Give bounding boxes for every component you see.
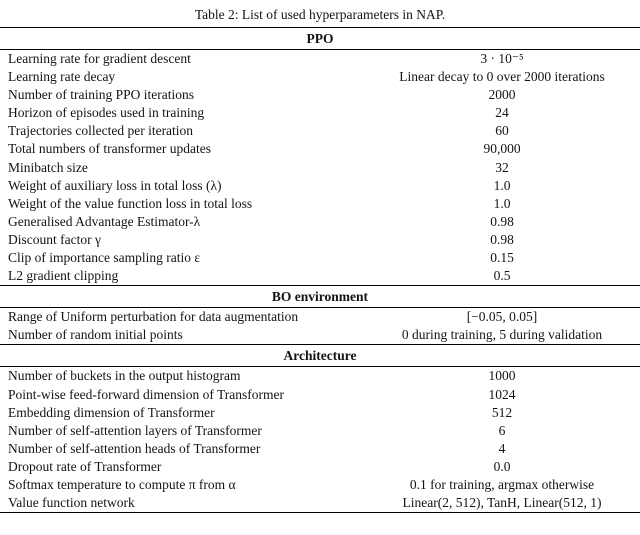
param-name: Softmax temperature to compute π from α — [8, 476, 236, 492]
param-value: Linear(2, 512), TanH, Linear(512, 1) — [402, 495, 602, 511]
section-header-architecture: Architecture — [283, 348, 357, 364]
param-value: 1.0 — [493, 177, 511, 193]
table-row — [0, 195, 640, 213]
param-value: 1.0 — [493, 195, 511, 211]
table-row — [0, 404, 640, 422]
param-value: 0.0 — [493, 458, 511, 474]
param-value: 90,000 — [483, 141, 521, 157]
section-header-bo-environment: BO environment — [271, 289, 369, 305]
param-value: 24 — [495, 105, 509, 121]
param-name: L2 gradient clipping — [8, 268, 119, 284]
param-name: Embedding dimension of Transformer — [8, 404, 215, 420]
table-row — [0, 159, 640, 177]
table-row — [0, 50, 640, 68]
table-caption: Table 2: List of used hyperparameters in NAP. — [194, 7, 446, 22]
param-value: 0 during training, 5 during validation — [401, 327, 603, 343]
table-row — [0, 476, 640, 494]
param-name: Number of self-attention heads of Transformer — [8, 440, 261, 456]
param-value: Linear decay to 0 over 2000 iterations — [399, 69, 605, 85]
table-row — [0, 140, 640, 158]
table-row — [0, 249, 640, 267]
param-name: Clip of importance sampling ratio ε — [8, 250, 201, 266]
param-value: 4 — [498, 440, 506, 456]
table-row — [0, 440, 640, 458]
table-row — [0, 231, 640, 249]
param-name: Minibatch size — [8, 159, 88, 175]
param-name: Learning rate decay — [8, 69, 116, 85]
table-row — [0, 122, 640, 140]
table-row — [0, 367, 640, 385]
param-value: 1024 — [488, 386, 516, 402]
param-value: 60 — [495, 123, 509, 139]
param-name: Generalised Advantage Estimator-λ — [8, 213, 201, 229]
param-name: Learning rate for gradient descent — [8, 51, 191, 66]
param-name: Weight of auxiliary loss in total loss (λ) — [8, 177, 222, 193]
param-value: 0.15 — [490, 250, 514, 266]
section-header-ppo: PPO — [306, 31, 334, 46]
param-name: Trajectories collected per iteration — [8, 123, 194, 139]
param-value: 0.1 for training, argmax otherwise — [409, 476, 595, 492]
param-value: 512 — [491, 404, 513, 420]
param-name: Number of buckets in the output histogram — [8, 368, 241, 384]
param-name: Discount factor γ — [8, 231, 101, 247]
param-value: 3 · 10⁻⁵ — [480, 51, 524, 66]
table-row — [0, 213, 640, 231]
param-value: 0.98 — [490, 213, 514, 229]
param-value: 0.5 — [493, 268, 511, 284]
table-row — [0, 326, 640, 344]
param-name: Range of Uniform perturbation for data augmentation — [8, 309, 299, 325]
table-row — [0, 86, 640, 104]
bottom-rule — [0, 512, 640, 513]
param-value: 1000 — [488, 368, 516, 384]
param-value: 32 — [495, 159, 509, 175]
param-name: Number of self-attention layers of Transformer — [8, 422, 262, 438]
param-name: Horizon of episodes used in training — [8, 105, 205, 121]
table-row — [0, 458, 640, 476]
table-row — [0, 494, 640, 512]
param-value: 6 — [498, 422, 506, 438]
table-row — [0, 308, 640, 326]
table-row — [0, 104, 640, 122]
param-value: 2000 — [488, 87, 516, 103]
table-row — [0, 386, 640, 404]
table-row — [0, 177, 640, 195]
param-name: Point-wise feed-forward dimension of Transformer — [8, 386, 284, 402]
param-name: Number of training PPO iterations — [8, 87, 194, 103]
table-row — [0, 422, 640, 440]
table-row — [0, 267, 640, 285]
table-row — [0, 68, 640, 86]
param-value: [−0.05, 0.05] — [466, 309, 538, 325]
param-name: Total numbers of transformer updates — [8, 141, 211, 157]
param-name: Value function network — [8, 495, 135, 511]
param-name: Dropout rate of Transformer — [8, 458, 162, 474]
param-name: Weight of the value function loss in total loss — [8, 195, 253, 211]
param-value: 0.98 — [490, 231, 514, 247]
param-name: Number of random initial points — [8, 327, 183, 343]
